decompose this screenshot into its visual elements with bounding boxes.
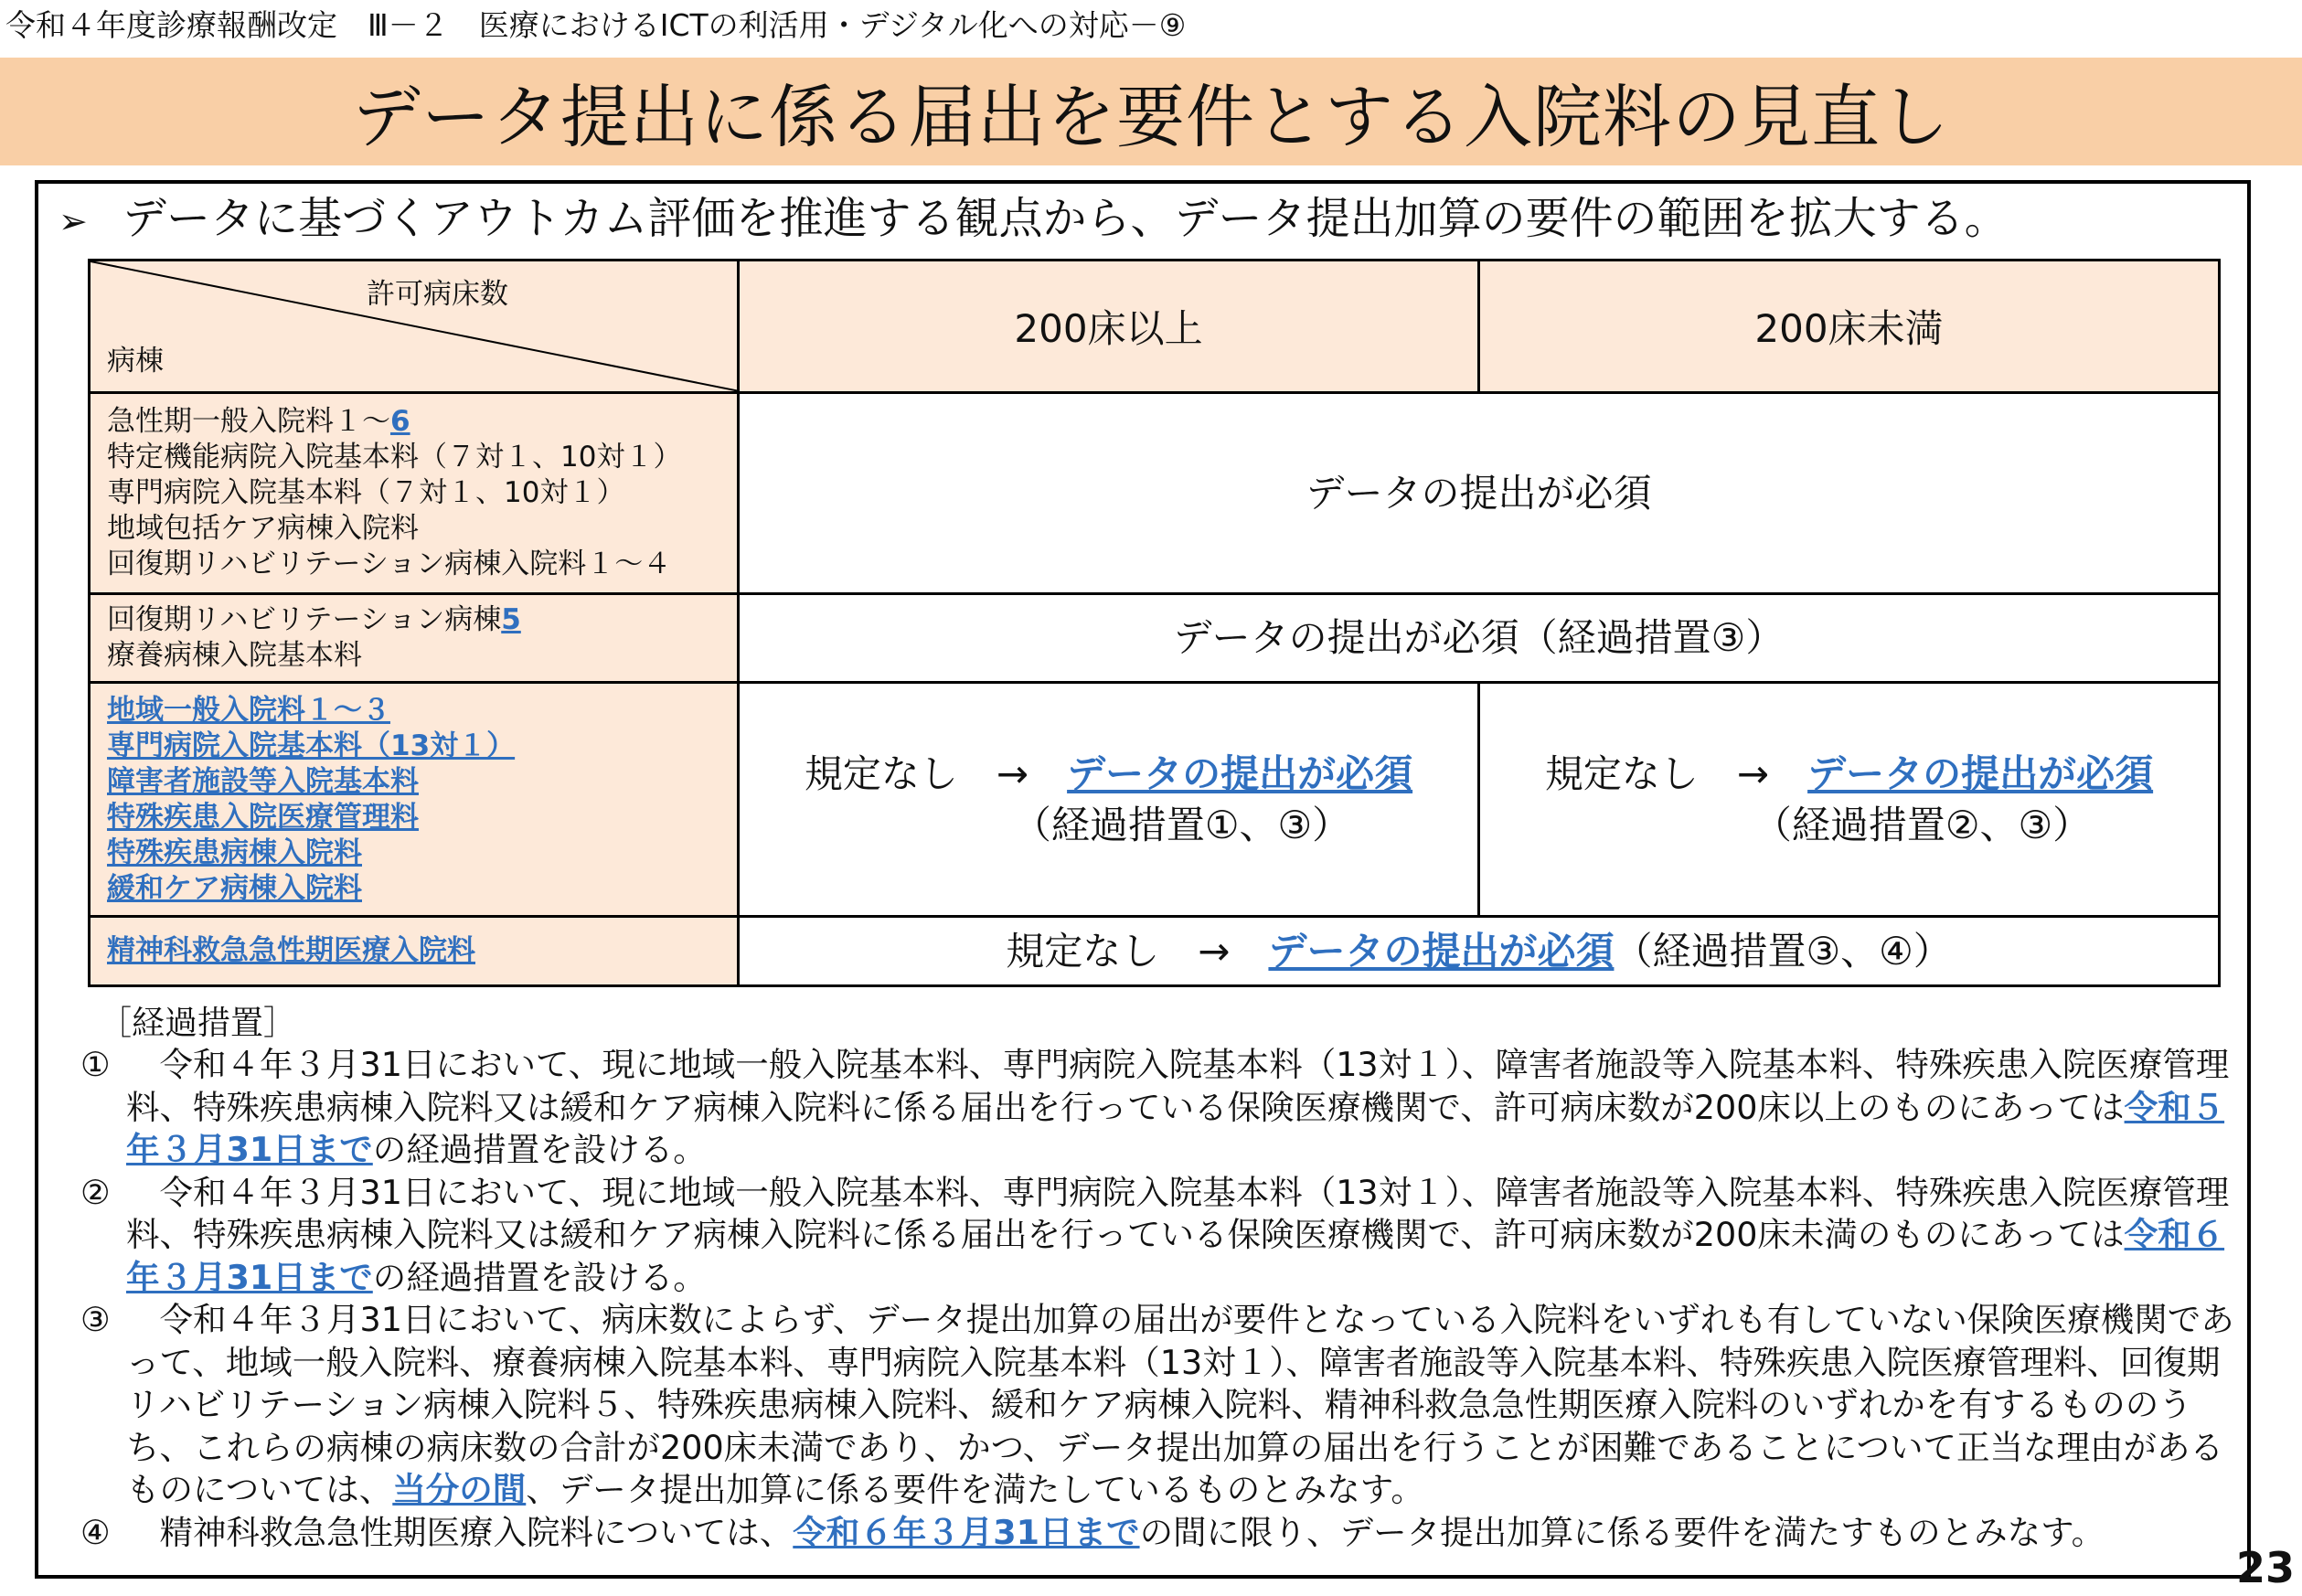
lead-text: データに基づくアウトカム評価を推進する観点から、データ提出加算の要件の範囲を拡大する。 <box>123 193 2009 244</box>
table-row <box>90 683 2220 917</box>
ward-line: 特定機能病院入院基本料（７対１、10対１） <box>107 441 682 473</box>
column-header-under-200: 200床未満 <box>1479 261 2220 393</box>
note-number: ③ <box>80 1300 111 1339</box>
ward-line: 回復期リハビリテーション病棟入院料１～４ <box>107 548 672 580</box>
ward-label: 病棟 <box>107 345 164 378</box>
transition-note: （経過措置①、③） <box>1012 802 1351 847</box>
table-header-row <box>90 261 2220 393</box>
requirement-cell-under-200 <box>1479 683 2220 917</box>
ward-line: 療養病棟入院基本料 <box>107 639 362 672</box>
table-row <box>90 594 2220 683</box>
table-row <box>90 917 2220 986</box>
after-label: データの提出が必須 <box>1067 750 1413 796</box>
note-highlight: 令和６年３月31日まで <box>126 1215 2225 1297</box>
breadcrumb: 令和４年度診療報酬改定 Ⅲ－２ 医療におけるICTの利活用・デジタル化への対応－⑨ <box>5 7 1187 43</box>
title-band <box>0 58 2302 165</box>
ward-line: 地域包括ケア病棟入院料 <box>107 512 419 545</box>
ward-cell <box>90 393 739 594</box>
requirements-table <box>88 259 2221 987</box>
before-label: 規定なし → <box>1006 928 1269 974</box>
note-text: 精神科救急急性期医療入院料については、令和６年３月31日までの間に限り、データ提出加算に係る要件を満たすものとみなす。 <box>126 1512 2105 1552</box>
before-label: 規定なし → <box>804 750 1068 796</box>
ward-line: 特殊疾患病棟入院料 <box>107 835 362 869</box>
transition-note: （経過措置②、③） <box>1753 802 2092 847</box>
requirement-cell <box>739 917 2220 986</box>
before-label: 規定なし → <box>1544 750 1808 796</box>
note-item <box>80 1299 2238 1512</box>
page-title: データ提出に係る届出を要件とする入院料の見直し <box>351 76 1950 157</box>
note-number: ④ <box>80 1512 111 1552</box>
ward-cell <box>90 594 739 683</box>
after-label: データの提出が必須 <box>1807 750 2154 796</box>
ward-line: 障害者施設等入院基本料 <box>107 764 419 798</box>
note-text: 令和４年３月31日において、病床数によらず、データ提出加算の届出が要件となっている入院料をいずれも有していない保険医療機関であって、地域一般入院料、療養病棟入院基本料、専門病院入院基本料（13対１）、障害者施設等入院基本料、特殊疾患入院医療管理料、回復期リハビリテーション病棟入院料５、特殊疾患病棟入院料、緩和ケア病棟入院料、精神科救急急性期医療入院料のいずれかを有するもののうち、これらの病棟の病床数の合計が200床未満であり、かつ、データ提出加算の届出を行うことが困難であることについて正当な理由があるものについては、当分の間、データ提出加算に係る要件を満たしているものとみなす。 <box>126 1300 2234 1509</box>
ward-line: 地域一般入院料１～３ <box>107 693 390 727</box>
requirement-cell: データの提出が必須（経過措置③） <box>739 594 2220 683</box>
lead-statement <box>59 190 2009 250</box>
note-highlight: 令和６年３月31日まで <box>793 1512 1140 1552</box>
note-item <box>80 1512 2238 1555</box>
ward-cell <box>90 917 739 986</box>
ward-highlight: 6 <box>390 405 410 438</box>
ward-highlight: 5 <box>501 603 521 636</box>
note-text: 令和４年３月31日において、現に地域一般入院基本料、専門病院入院基本料（13対１）、障害者施設等入院基本料、特殊疾患入院医療管理料、特殊疾患病棟入院料又は緩和ケア病棟入院料に係る届出を行っている保険医療機関で、許可病床数が200床未満のものにあっては令和６年３月31日までの経過措置を設ける。 <box>126 1172 2230 1297</box>
ward-cell <box>90 683 739 917</box>
requirement-cell-200-plus <box>739 683 1479 917</box>
bed-count-label: 許可病床数 <box>367 278 508 311</box>
transition-notes <box>80 1044 2238 1554</box>
after-label: データの提出が必須 <box>1268 928 1615 974</box>
note-highlight: 当分の間 <box>392 1470 527 1509</box>
transition-note: （経過措置③、④） <box>1614 928 1952 974</box>
ward-line: 専門病院入院基本料（13対１） <box>107 729 516 762</box>
page-number: 23 <box>2235 1543 2295 1592</box>
ward-line: 精神科救急急性期医療入院料 <box>107 934 475 967</box>
note-highlight: 令和５年３月31日まで <box>126 1087 2225 1169</box>
ward-line: 特殊疾患入院医療管理料 <box>107 800 419 834</box>
table-row <box>90 393 2220 594</box>
ward-line: 緩和ケア病棟入院料 <box>107 871 362 905</box>
note-number: ① <box>80 1045 111 1084</box>
note-item <box>80 1172 2238 1300</box>
note-number: ② <box>80 1172 111 1212</box>
bullet-arrow-icon: ➢ <box>59 201 88 241</box>
ward-line: 回復期リハビリテーション病棟 <box>107 603 502 636</box>
requirement-cell: データの提出が必須 <box>739 393 2220 594</box>
ward-line: 急性期一般入院料１～ <box>107 405 390 438</box>
transition-heading: ［経過措置］ <box>99 1005 297 1042</box>
column-header-200-plus: 200床以上 <box>739 261 1479 393</box>
corner-header-cell <box>90 261 739 393</box>
note-text: 令和４年３月31日において、現に地域一般入院基本料、専門病院入院基本料（13対１）、障害者施設等入院基本料、特殊疾患入院医療管理料、特殊疾患病棟入院料又は緩和ケア病棟入院料に係る届出を行っている保険医療機関で、許可病床数が200床以上のものにあっては令和５年３月31日までの経過措置を設ける。 <box>126 1045 2230 1169</box>
ward-line: 専門病院入院基本料（７対１、10対１） <box>107 476 625 509</box>
note-item <box>80 1044 2238 1172</box>
